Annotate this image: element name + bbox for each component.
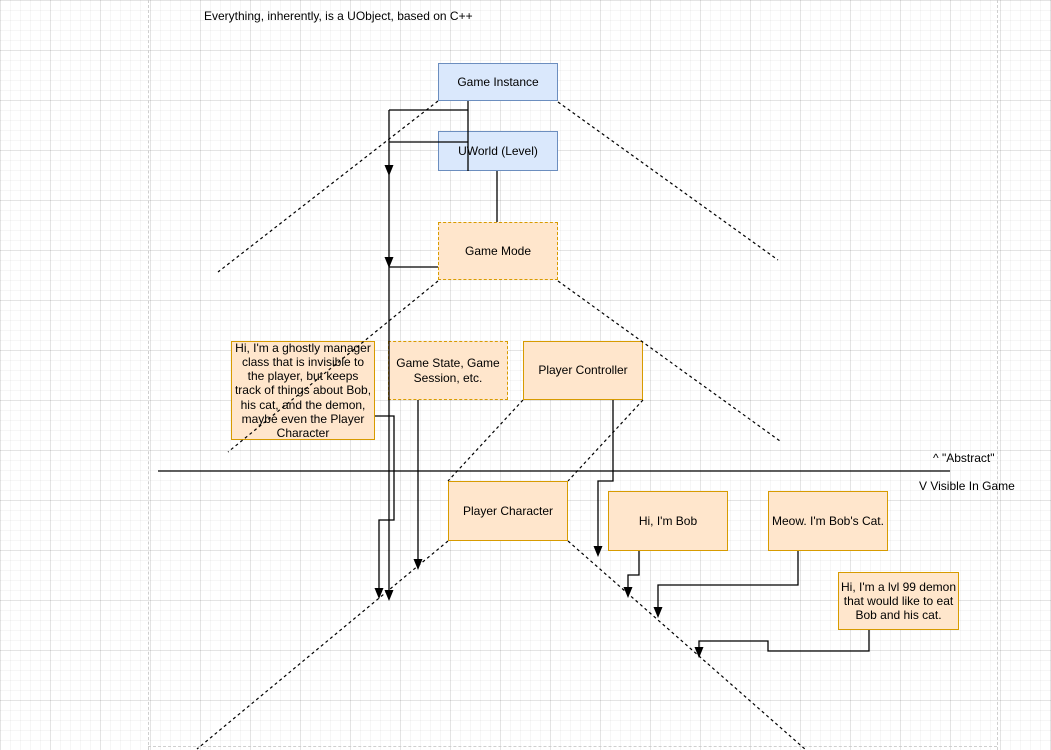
connector-line — [568, 400, 643, 481]
node-label: Hi, I'm a ghostly manager class that is invisible to the player, but keeps track of things about Bob, his cat, and the demon, maybe even the Player Character — [234, 340, 372, 440]
connector-character-cone-left — [197, 541, 448, 749]
connector-gamestate-drop — [414, 400, 423, 570]
node-label: Game Mode — [464, 243, 532, 258]
node-bob[interactable] — [608, 491, 728, 551]
node-bobs-cat[interactable] — [768, 491, 888, 551]
node-label: Game State, Game Session, etc. — [396, 356, 500, 385]
connector-controller-character-right — [568, 400, 643, 481]
page-boundary-left — [148, 0, 149, 750]
node-label: Game Instance — [457, 74, 539, 89]
connector-gi-cone-left — [218, 101, 438, 272]
node-game-state[interactable] — [388, 341, 508, 400]
page-boundary-right — [997, 0, 998, 750]
node-label: Player Character — [462, 503, 554, 518]
connector-line — [197, 541, 448, 749]
connector-character-cone-right — [568, 541, 806, 750]
connector-controller-character-left — [448, 400, 523, 481]
connector-line — [699, 630, 869, 652]
node-label: Hi, I'm Bob — [638, 513, 698, 528]
connector-line — [568, 541, 806, 750]
node-demon[interactable] — [838, 572, 959, 630]
node-label: Player Controller — [538, 363, 628, 378]
arrowhead-down — [385, 165, 394, 176]
arrowhead-down — [375, 588, 384, 599]
connector-line — [558, 102, 778, 260]
connector-cat-drop — [654, 551, 799, 618]
connector-line — [218, 101, 438, 272]
node-player-controller[interactable] — [523, 341, 643, 400]
page-boundary-bottom — [148, 746, 997, 747]
diagram-title: Everything, inherently, is a UObject, based on C++ — [204, 9, 473, 23]
arrowhead-down — [654, 607, 663, 618]
node-player-character[interactable] — [448, 481, 568, 541]
connector-line — [628, 551, 639, 592]
arrowhead-down — [414, 559, 423, 570]
arrowhead-down — [385, 257, 394, 268]
connector-gi-cone-right — [558, 102, 778, 260]
node-game-mode[interactable] — [438, 222, 558, 280]
arrowhead-down — [624, 587, 633, 598]
connector-demon-drop — [695, 630, 870, 658]
node-label: Meow. I'm Bob's Cat. — [772, 513, 884, 528]
arrowhead-down — [695, 647, 704, 658]
visible-in-game-region-label: V Visible In Game — [919, 479, 1015, 493]
connector-line — [375, 416, 394, 593]
arrowhead-down — [385, 590, 394, 601]
node-game-instance[interactable] — [438, 63, 558, 101]
connector-line — [448, 400, 523, 481]
node-ghostly-manager[interactable] — [231, 341, 375, 440]
connector-line — [658, 551, 798, 612]
node-uworld[interactable] — [438, 131, 558, 171]
node-label: UWorld (Level) — [458, 143, 538, 158]
arrowhead-down — [594, 546, 603, 557]
connector-bob-drop — [624, 551, 640, 598]
abstract-region-label: ^ "Abstract" — [933, 451, 995, 465]
node-label: Hi, I'm a lvl 99 demon that would like to eat Bob and his cat. — [841, 579, 957, 623]
connector-ghostly-drop — [375, 416, 395, 599]
